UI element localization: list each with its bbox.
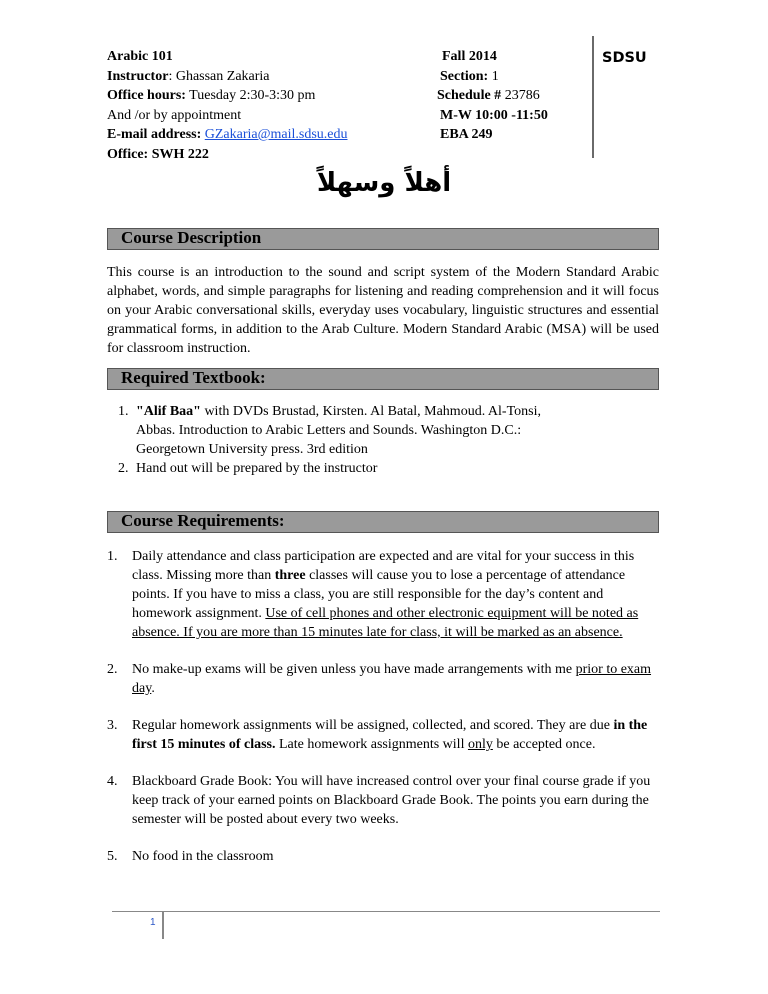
req-text: Blackboard Grade Book: You will have increased control over your final course grade if you keep track of your earned points on Blackboard Grade Book. The points you earn during the semester will be posted about every two weeks. (132, 774, 651, 827)
course-description-heading (107, 228, 659, 250)
header-middle (437, 47, 548, 145)
req-text: . (151, 681, 155, 696)
list-item (118, 402, 541, 459)
header-divider (592, 36, 594, 158)
schedule-value: 23786 (501, 88, 540, 103)
section-label: Section: (440, 68, 489, 84)
header-left (107, 47, 348, 164)
item-number: 1. (118, 404, 129, 419)
req-text: No food in the classroom (132, 849, 274, 864)
list-item (107, 716, 652, 754)
schedule-label: Schedule # (437, 88, 502, 103)
list-item (107, 847, 652, 866)
item-number: 3. (107, 718, 118, 733)
requirements-list (107, 547, 652, 884)
course-name: Arabic 101 (107, 49, 173, 64)
page-number: 1 (150, 917, 156, 928)
textbook-title: "Alif Baa" (136, 404, 201, 419)
office-hours-label: Office hours: (107, 88, 186, 103)
office-location: Office: SWH 222 (107, 146, 209, 162)
course-description-text: This course is an introduction to the sound and script system of the Modern Standard Arabic alphabet, words, and simple paragraphs for listening and reading comprehension and it will focus on your Arabic conversational skills, everyday uses vocabulary, linguistic structures and essential grammatical forms, in addition to the Arab Culture. Modern Standard Arabic (MSA) will be used for classroom instruction. (107, 265, 659, 356)
required-textbook-heading (107, 368, 659, 390)
course-requirements-heading (107, 511, 659, 533)
req-underlined: prior to exam day (132, 662, 652, 696)
email-link[interactable]: GZakaria@mail.sdsu.edu (204, 127, 348, 142)
meeting-time: M-W 10:00 -11:50 (440, 107, 548, 123)
item-number: 5. (107, 849, 118, 864)
instructor-name: : Ghassan Zakaria (168, 68, 270, 84)
req-text: classes will cause you to lose a percentage of attendance points. If you have to miss a class, you are still responsible for the day’s content and homework assignment. (132, 568, 626, 621)
list-item (107, 547, 652, 642)
textbook-citation-1: with DVDs Brustad, Kirsten. Al Batal, Mahmoud. Al-Tonsi, (200, 404, 541, 419)
email-label: E-mail address: (107, 127, 202, 142)
office-hours-value: Tuesday 2:30-3:30 pm (185, 88, 316, 103)
item-number: 2. (118, 461, 129, 476)
handout-note: Hand out will be prepared by the instructor (136, 461, 378, 476)
req-emphasis: in the first 15 minutes of class. (132, 718, 648, 752)
textbook-citation-3: Georgetown University press. 3rd edition (136, 442, 368, 457)
arabic-greeting: أهلاً وسهلاً (316, 168, 452, 198)
footer-rule (112, 911, 660, 912)
term: Fall 2014 (442, 49, 497, 64)
room: EBA 249 (440, 127, 493, 142)
list-item (118, 459, 541, 478)
req-underlined: only (467, 737, 493, 752)
req-text: be accepted once. (492, 737, 596, 752)
textbook-list (118, 402, 541, 478)
instructor-label: Instructor (107, 68, 169, 84)
req-underlined: Use of cell phones and other electronic equipment will be noted as absence. If you are more than 15 minutes late for class, it will be marked as an absence. (132, 606, 639, 640)
textbook-citation-2: Abbas. Introduction to Arabic Letters and Sounds. Washington D.C.: (136, 423, 522, 438)
section-value: 1 (488, 68, 499, 84)
req-emphasis: three (274, 568, 306, 583)
req-text: Regular homework assignments will be assigned, collected, and scored. They are due (132, 718, 614, 733)
item-number: 2. (107, 662, 118, 677)
item-number: 4. (107, 774, 118, 789)
footer-divider (162, 911, 164, 939)
req-text: No make-up exams will be given unless you have made arrangements with me (132, 662, 576, 677)
req-text: Late homework assignments will (275, 737, 468, 752)
sdsu-logo: SDSU (602, 50, 647, 66)
section-title: Course Description (121, 228, 262, 247)
section-title: Course Requirements: (121, 511, 285, 530)
list-item (107, 772, 652, 829)
section-title: Required Textbook: (121, 368, 266, 387)
req-text: Daily attendance and class participation are expected and are vital for your success in this class. Missing more than (132, 549, 635, 583)
list-item (107, 660, 652, 698)
item-number: 1. (107, 549, 118, 564)
appointment-note: And /or by appointment (107, 107, 242, 123)
